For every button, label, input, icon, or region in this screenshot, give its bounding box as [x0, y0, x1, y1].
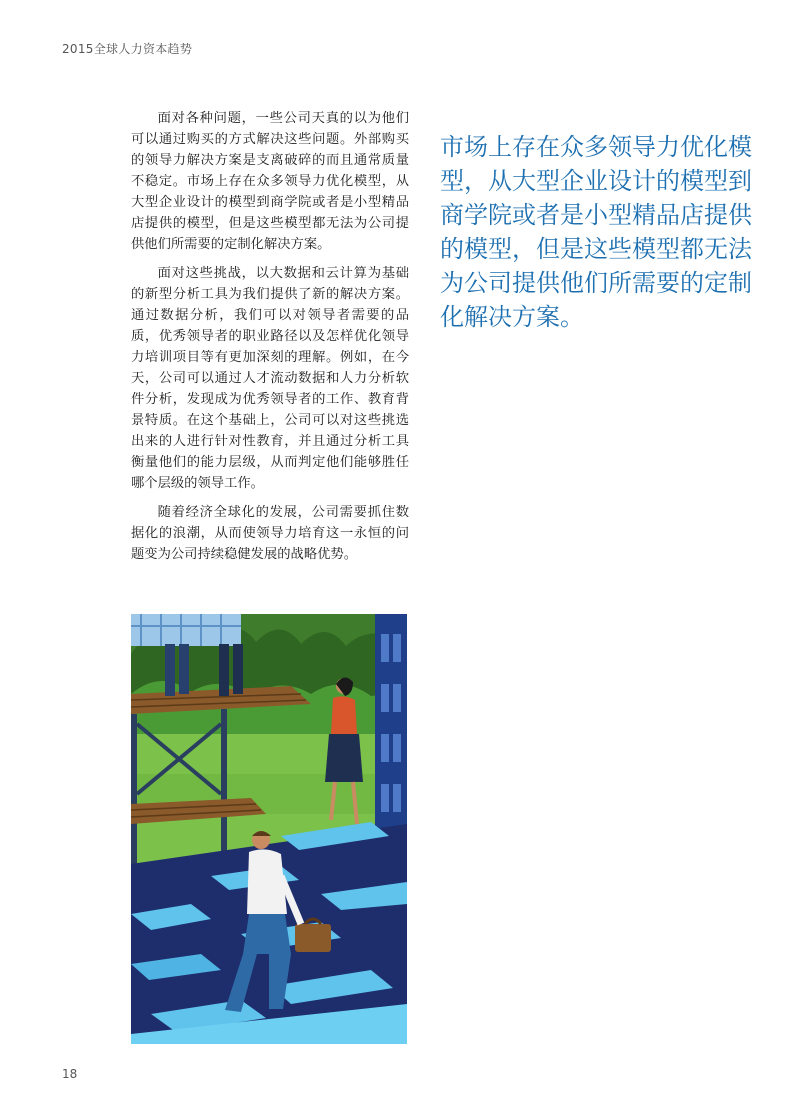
briefcase: [295, 924, 331, 952]
illustration-svg: [131, 614, 407, 1044]
woman-orange-top: [331, 696, 357, 734]
body-paragraph-3: 随着经济全球化的发展，公司需要抓住数据化的浪潮，从而使领导力培育这一永恒的问题变为公司持续稳健发展的战略优势。: [131, 505, 409, 562]
railing: [131, 614, 241, 646]
pull-quote: 市场上存在众多领导力优化模型，从大型企业设计的模型到商学院或者是小型精品店提供的模型，但是这些模型都无法为公司提供他们所需要的定制化解决方案。: [440, 133, 752, 331]
business-people-climbing-stairs-illustration: [131, 614, 407, 1044]
page-number: 18: [62, 1067, 78, 1081]
body-paragraph-2: 面对这些挑战，以大数据和云计算为基础的新型分析工具为我们提供了新的解决方案。通过数据分析，我们可以对领导者需要的品质，优秀领导者的职业路径以及怎样优化领导力培训项目等有更加深刻的理解。例如，在今天，公司可以通过人才流动数据和人力分析软件分析，发现成为优秀领导者的工作、教育背景特质。在这个基础上，公司可以对这些挑选出来的人进行针对性教育，并且通过分析工具衡量他们的能力层级，从而判定他们能够胜任哪个层级的领导工作。: [131, 266, 409, 491]
body-paragraph-1: 面对各种问题，一些公司天真的以为他们可以通过购买的方式解决这些问题。外部购买的领导力解决方案是支离破碎的而且通常质量不稳定。市场上存在众多领导力优化模型，从大型企业设计的模型到商学院或者是小型精品店提供的模型，但是这些模型都无法为公司提供他们所需要的定制化解决方案。: [131, 111, 409, 252]
running-header: 2015全球人力资本趋势: [62, 42, 193, 56]
woman-skirt: [325, 734, 363, 782]
body-text-column: [131, 108, 409, 573]
